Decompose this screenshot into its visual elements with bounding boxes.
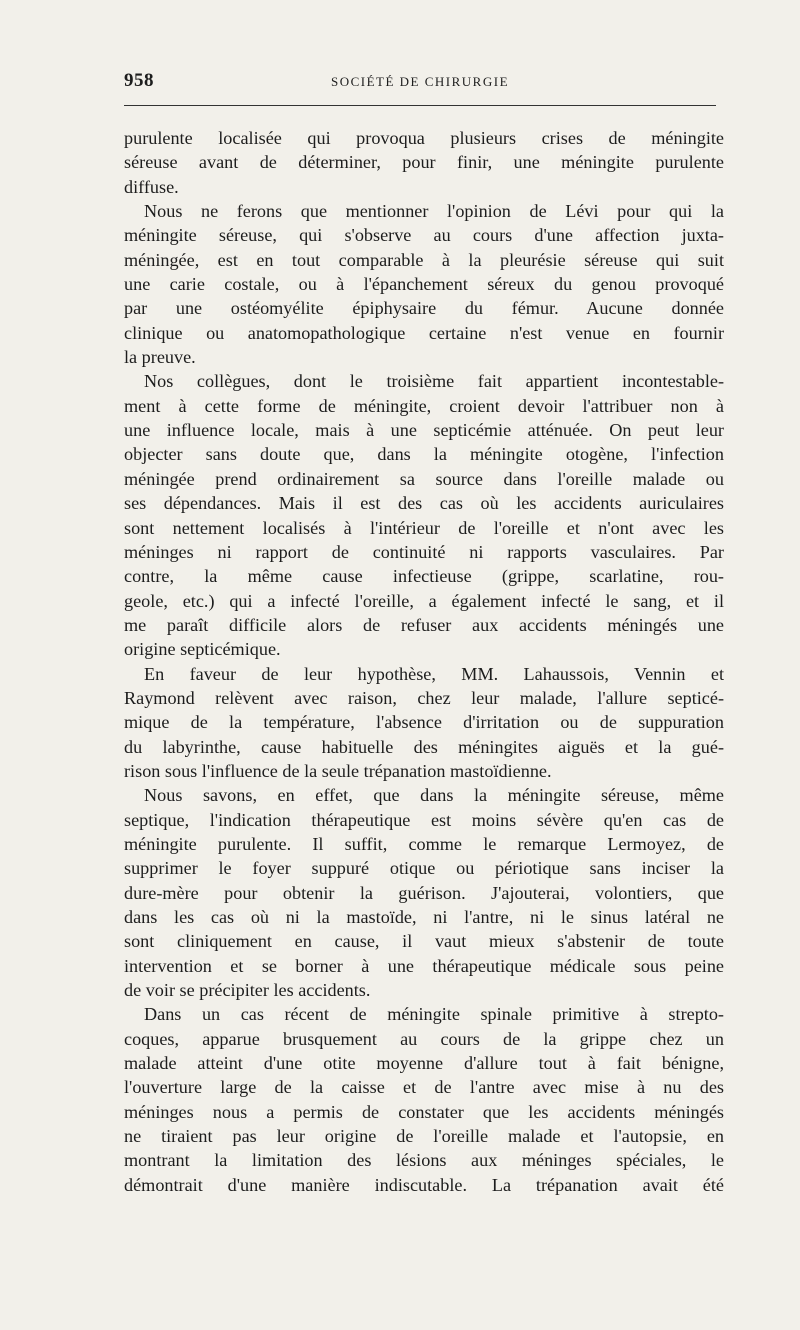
text-line: méningite séreuse, qui s'observe au cours d'une affection juxta- bbox=[124, 225, 724, 246]
text-line: ses dépendances. Mais il est des cas où les accidents auriculaires bbox=[124, 493, 724, 514]
text-line: clinique ou anatomopathologique certaine n'est venue en fournir bbox=[124, 322, 724, 343]
body-text bbox=[124, 126, 724, 1197]
text-line: origine septicémique. bbox=[124, 639, 281, 660]
text-line: intervention et se borner à une thérapeutique médicale sous peine bbox=[124, 955, 724, 976]
text-line: me paraît difficile alors de refuser aux accidents méningés une bbox=[124, 614, 724, 635]
text-line: septique, l'indication thérapeutique est moins sévère qu'en cas de bbox=[124, 809, 724, 830]
text-line: dans les cas où ni la mastoïde, ni l'antre, ni le sinus latéral ne bbox=[124, 907, 724, 927]
text-line: Dans un cas récent de méningite spinale primitive à strepto- bbox=[144, 1004, 724, 1025]
text-line: Nous ne ferons que mentionner l'opinion de Lévi pour qui la bbox=[144, 201, 724, 222]
text-line: objecter sans doute que, dans la méningite otogène, l'infection bbox=[124, 444, 724, 465]
text-line: démontrait d'une manière indiscutable. La trépanation avait été bbox=[124, 1174, 724, 1195]
text-line: En faveur de leur hypothèse, MM. Lahaussois, Vennin et bbox=[144, 663, 724, 684]
text-line: une carie costale, ou à l'épanchement séreux du genou provoqué bbox=[124, 274, 724, 295]
text-line: malade atteint d'une otite moyenne d'allure tout à fait bénigne, bbox=[124, 1053, 724, 1074]
text-line: séreuse avant de déterminer, pour finir, une méningite purulente bbox=[124, 152, 724, 173]
text-line: geole, etc.) qui a infecté l'oreille, a également infecté le sang, et il bbox=[124, 590, 724, 611]
text-line: de voir se précipiter les accidents. bbox=[124, 980, 371, 1001]
text-line: purulente localisée qui provoqua plusieurs crises de méningite bbox=[124, 128, 724, 148]
text-line: méningée prend ordinairement sa source dans l'oreille malade ou bbox=[124, 468, 724, 489]
text-line: méninges nous a permis de constater que les accidents méningés bbox=[124, 1101, 724, 1122]
running-title: SOCIÉTÉ DE CHIRURGIE bbox=[330, 74, 510, 89]
text-line: coques, apparue brusquement au cours de la grippe chez un bbox=[124, 1028, 724, 1049]
text-line: méningée, est en tout comparable à la pleurésie séreuse qui suit bbox=[124, 249, 724, 270]
page-number: 958 bbox=[124, 70, 154, 91]
text-line: rison sous l'influence de la seule trépanation mastoïdienne. bbox=[124, 760, 552, 781]
text-line: mique de la température, l'absence d'irritation ou de suppuration bbox=[124, 712, 724, 733]
text-line: ment à cette forme de méningite, croient devoir l'attribuer non à bbox=[124, 395, 724, 416]
text-line: une influence locale, mais à une septicémie atténuée. On peut leur bbox=[124, 420, 724, 441]
text-line: méningite purulente. Il suffit, comme le remarque Lermoyez, de bbox=[124, 833, 724, 854]
header-rule bbox=[124, 105, 716, 106]
text-line: sont cliniquement en cause, il vaut mieux s'abstenir de toute bbox=[124, 931, 724, 952]
text-line: ne tiraient pas leur origine de l'oreille malade et l'autopsie, en bbox=[124, 1126, 724, 1147]
text-line: montrant la limitation des lésions aux méninges spéciales, le bbox=[124, 1150, 724, 1171]
text-line: méninges ni rapport de continuité ni rapports vasculaires. Par bbox=[124, 541, 724, 562]
text-line: supprimer le foyer suppuré otique ou périotique sans inciser la bbox=[124, 858, 724, 879]
text-line: sont nettement localisés à l'intérieur de l'oreille et n'ont avec les bbox=[124, 517, 724, 538]
text-line: Raymond relèvent avec raison, chez leur malade, l'allure septicé- bbox=[124, 687, 724, 708]
page-header bbox=[124, 70, 716, 96]
text-line: l'ouverture large de la caisse et de l'antre avec mise à nu des bbox=[124, 1077, 724, 1098]
text-line: contre, la même cause infectieuse (grippe, scarlatine, rou- bbox=[124, 566, 724, 587]
text-line: dure-mère pour obtenir la guérison. J'ajouterai, volontiers, que bbox=[124, 882, 724, 903]
text-line: du labyrinthe, cause habituelle des méningites aiguës et la gué- bbox=[124, 736, 724, 757]
text-line: la preuve. bbox=[124, 347, 196, 368]
text-line: Nos collègues, dont le troisième fait appartient incontestable- bbox=[144, 371, 724, 392]
text-line: Nous savons, en effet, que dans la méningite séreuse, même bbox=[144, 785, 724, 806]
text-line: diffuse. bbox=[124, 176, 179, 197]
text-line: par une ostéomyélite épiphysaire du fémur. Aucune donnée bbox=[124, 298, 724, 319]
